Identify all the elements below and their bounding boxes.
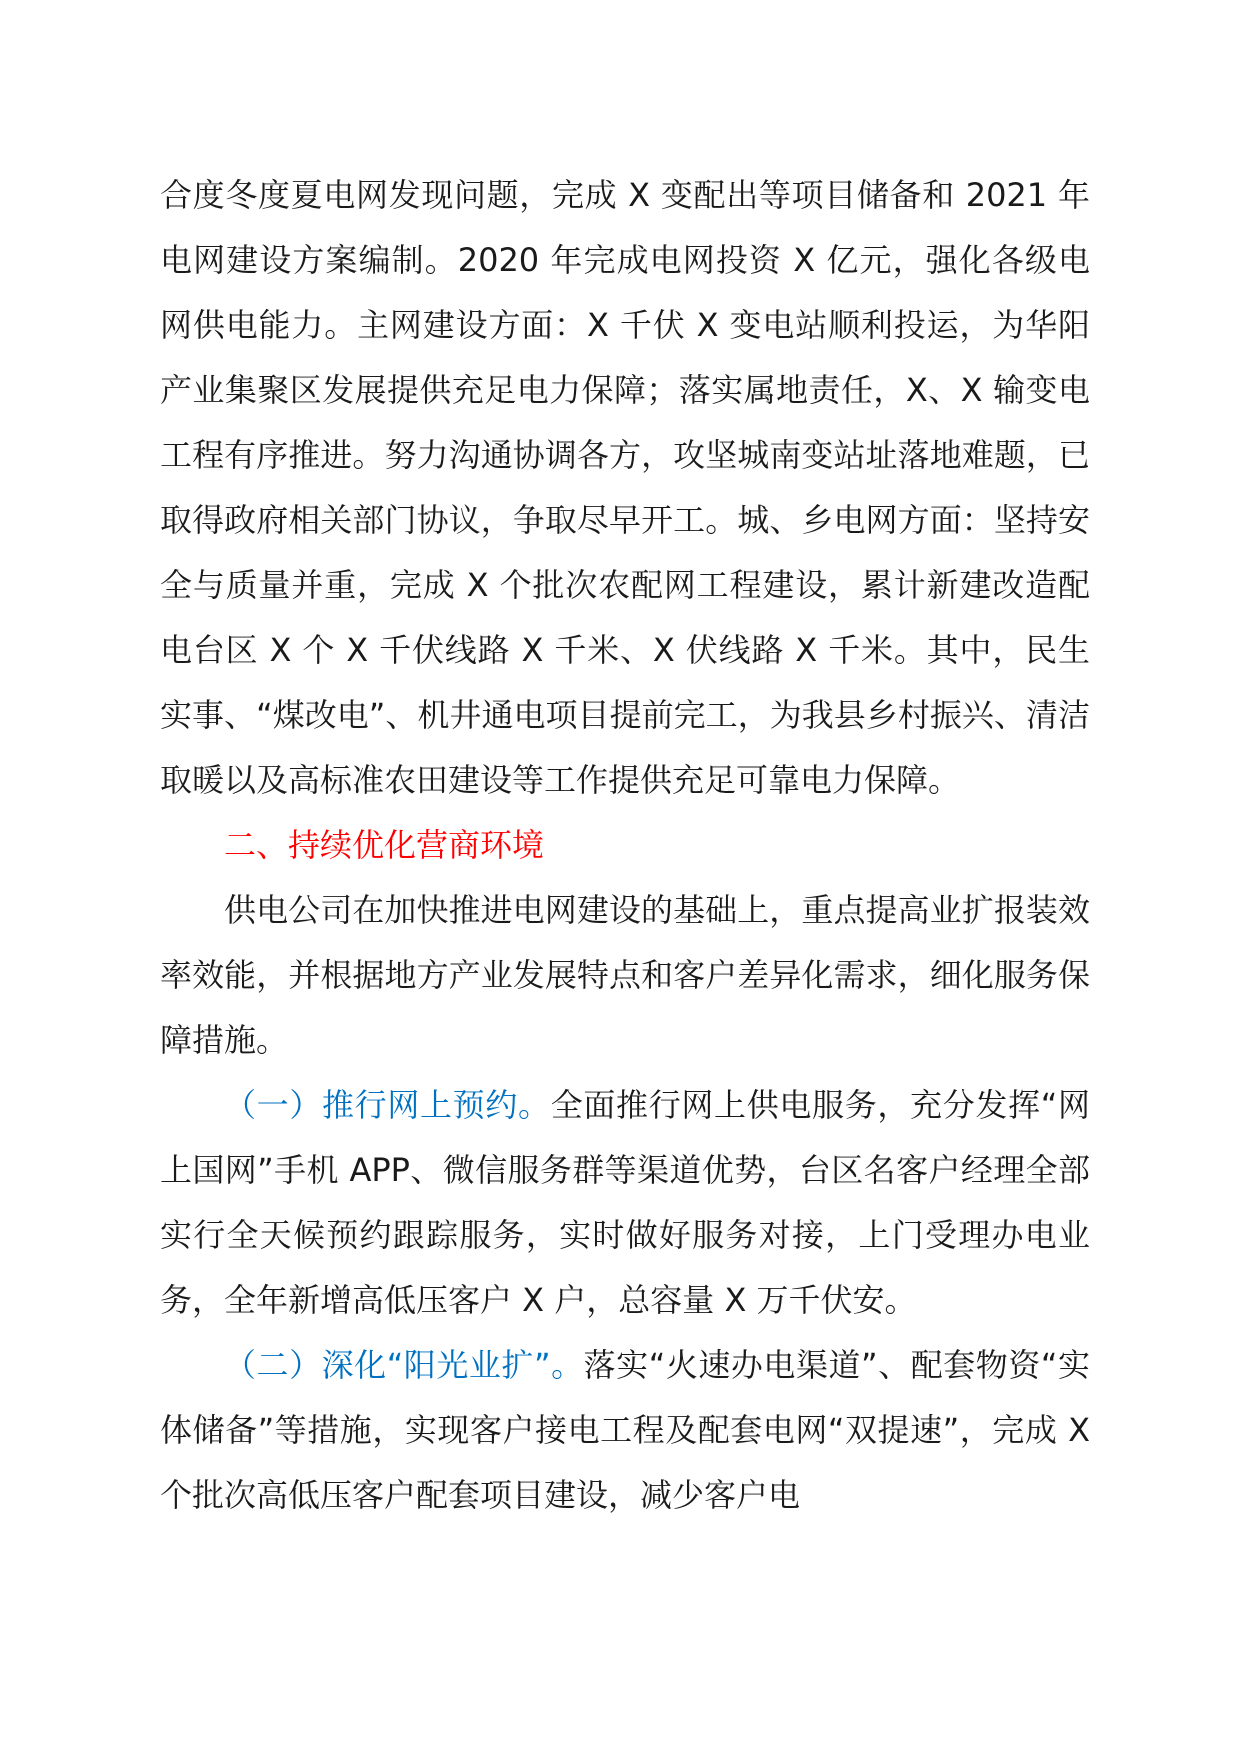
section-heading bbox=[160, 813, 1090, 878]
body-paragraph-3 bbox=[160, 1073, 1090, 1333]
body-paragraph-1 bbox=[160, 163, 1090, 813]
heading-text: 二、持续优化营商环境 bbox=[224, 826, 545, 864]
paragraph-text: 落实“火速办电渠道”、配套物资“实体储备”等措施，实现客户接电工程及配套电网“双提速”，完成 X 个批次高低压客户配套项目建设，减少客户电 bbox=[160, 1346, 1090, 1514]
subheading-lead: （一）推行网上预约。 bbox=[224, 1086, 551, 1124]
subheading-lead: （二）深化“阳光业扩”。 bbox=[224, 1346, 584, 1384]
paragraph-text: 全面推行网上供电服务，充分发挥“网上国网”手机 APP、微信服务群等渠道优势，台区名客户经理全部实行全天候预约跟踪服务，实时做好服务对接，上门受理办电业务，全年新增高低压客户 X 户，总容量 X 万千伏安。 bbox=[160, 1086, 1090, 1319]
paragraph-text: 供电公司在加快推进电网建设的基础上，重点提高业扩报装效率效能，并根据地方产业发展特点和客户差异化需求，细化服务保障措施。 bbox=[160, 891, 1090, 1059]
document-body bbox=[160, 163, 1090, 1528]
body-paragraph-4 bbox=[160, 1333, 1090, 1528]
paragraph-text: 合度冬度夏电网发现问题，完成 X 变配出等项目储备和 2021 年电网建设方案编制。2020 年完成电网投资 X 亿元，强化各级电网供电能力。主网建设方面：X 千伏 X 变电站顺利投运，为华阳产业集聚区发展提供充足电力保障；落实属地责任，X、X 输变电工程有序推进。努力沟通协调各方，攻坚城南变站址落地难题，已取得政府相关部门协议，争取尽早开工。城、乡电网方面：坚持安全与质量并重，完成 X 个批次农配网工程建设，累计新建改造配电台区 X 个 X 千伏线路 X 千米、X 伏线路 X 千米。其中，民生实事、“煤改电”、机井通电项目提前完工，为我县乡村振兴、清洁取暖以及高标准农田建设等工作提供充足可靠电力保障。 bbox=[160, 176, 1090, 799]
body-paragraph-2 bbox=[160, 878, 1090, 1073]
